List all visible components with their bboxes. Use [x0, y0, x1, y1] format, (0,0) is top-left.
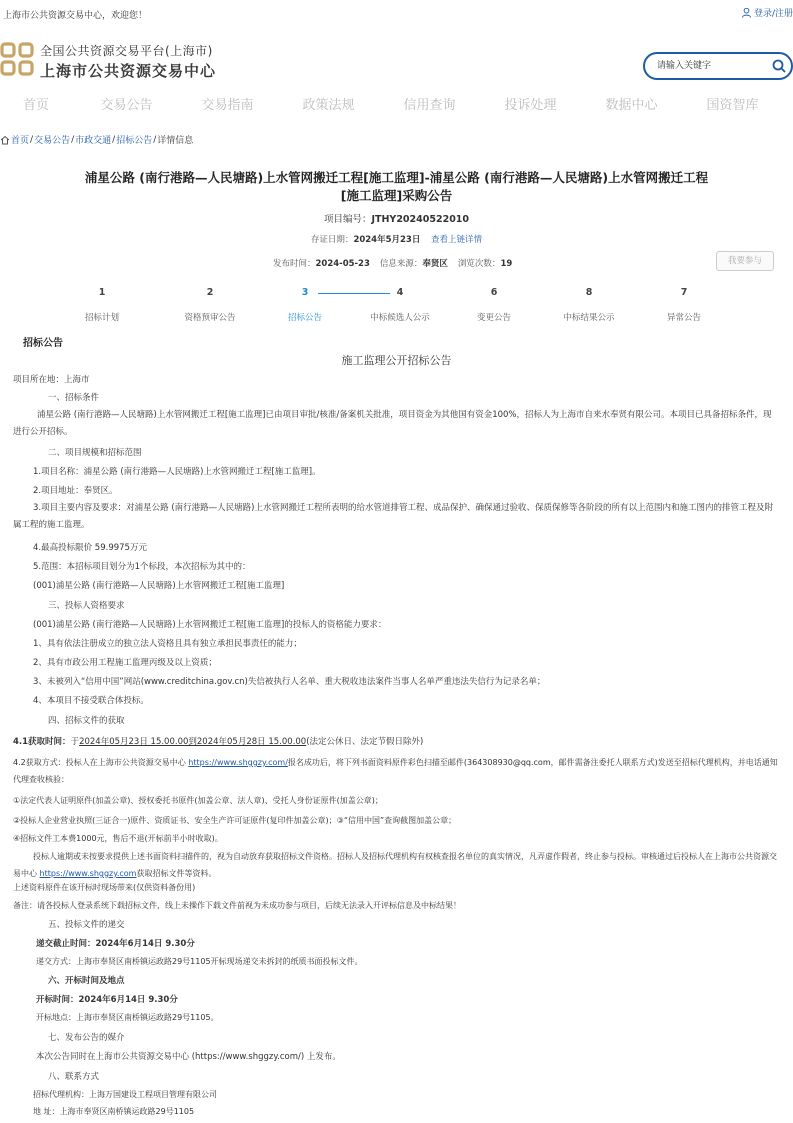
logo-icon[interactable]	[0, 42, 34, 76]
opening-location: 开标地点：上海市奉贤区南桥镇运政路29号1105。	[36, 1013, 219, 1022]
center-name: 上海市公共资源交易中心	[40, 62, 217, 80]
obtain-doc-1: ①法定代表人证明原件(加盖公章)、授权委托书原件(加盖公章、法人章)、受托人身份证原件(加盖公章)；	[13, 796, 383, 805]
qualification-intro: (001)浦星公路 (南行港路—人民塘路)上水管网搬迁工程[施工监理]的投标人的资格能力要求：	[33, 620, 387, 630]
nav-data[interactable]: 数据中心	[605, 98, 658, 113]
obtain-note: 投标人逾期或未按要求提供上述书面资料扫描件的，视为自动放弃获取招标文件资格。招标人及招标代理机构有权核查报名单位的真实情况，凡弄虚作假者，终止参与投标。审核通过后投标人在上海市公共资源交易中心 https://www.shggzy.com获取招标文件等资料。	[13, 852, 777, 878]
chain-detail-link[interactable]: 查看上链详情	[431, 235, 483, 245]
step-number: 4	[396, 287, 404, 298]
breadcrumb-category[interactable]: 市政交通	[75, 136, 112, 146]
obtain-doc-3: ④招标文件工本费1000元，售后不退(开标前半小时收取)。	[13, 834, 223, 843]
obtain-time-range: 2024年05月23日 15.00.00到2024年05月28日 15.00.00	[79, 737, 307, 747]
heading-media: 七、发布公告的媒介	[48, 1033, 125, 1043]
obtain-method: 4.2获取方式：投标人在上海市公共资源交易中心 https://www.shggzy.com/报名成功后，将下列书面资料原件彩色扫描至邮件(364308930@qq.com，邮件需备注委托人联系方式)发送至招标代理机构，并电话通知代理查收核验：	[13, 758, 778, 784]
notice-title	[40, 169, 753, 205]
nav-notices[interactable]: 交易公告	[100, 98, 153, 113]
top-bar	[0, 0, 793, 28]
submission-method: 递交方式：上海市奉贤区南桥镇运政路29号1105开标现场递交未拆封的纸质书面投标文件。	[36, 957, 363, 966]
step-number: 6	[490, 287, 498, 298]
step-number: 2	[206, 287, 214, 298]
obtain-time: 4.1获取时间：于2024年05月23日 15.00.00到2024年05月28日 15.00.00(法定公休日、法定节假日除外)	[13, 737, 424, 747]
shggzy-link[interactable]: https://www.shggzy.com/	[188, 758, 288, 767]
evidence-date: 2024年5月23日	[353, 235, 421, 245]
step-change[interactable]: 变更公告	[476, 313, 511, 323]
user-icon	[741, 7, 752, 18]
heading-qualifications: 三、投标人资格要求	[48, 601, 125, 611]
join-button[interactable]: 我要参与	[716, 251, 774, 271]
nav-home[interactable]: 首页	[23, 98, 50, 113]
notice-meta	[273, 257, 512, 269]
nav-complaint[interactable]: 投诉处理	[504, 98, 557, 113]
submission-deadline-value: 2024年6月14日 9.30分	[95, 939, 195, 949]
evidence-label: 存证日期：	[310, 235, 354, 245]
opening-time-value: 2024年6月14日 9.30分	[78, 995, 178, 1005]
scope-item-range: 5.范围：本招标项目划分为1个标段，本次招标为其中的：	[33, 562, 251, 572]
search-input[interactable]	[657, 59, 767, 73]
scope-item-lot: (001)浦星公路 (南行港路—人民塘路)上水管网搬迁工程[施工监理]	[33, 581, 285, 591]
login-link[interactable]	[741, 6, 793, 19]
evidence-row	[0, 233, 793, 245]
obtain-time-label: 4.1获取时间：	[13, 737, 71, 747]
views-count: 19	[500, 259, 513, 269]
process-steps	[0, 287, 793, 327]
breadcrumb-type[interactable]: 招标公告	[116, 136, 153, 146]
contact-address: 地 址：上海市奉贤区南桥镇运政路29号1105	[33, 1107, 195, 1116]
scope-item-price: 4.最高投标限价 59.9975万元	[33, 543, 147, 553]
obtain-doc-2: ②投标人企业营业执照(三证合一)原件、资质证书、安全生产许可证原件(复印件加盖公章)；③“信用中国”查询截图加盖公章；	[13, 816, 457, 825]
source-value: 奉贤区	[422, 259, 448, 269]
breadcrumb-home[interactable]: 首页	[11, 136, 30, 146]
step-number: 8	[585, 287, 593, 298]
scope-item-address: 2.项目地址：奉贤区。	[33, 486, 118, 496]
media-text: 本次公告同时在上海市公共资源交易中心 (https://www.shggzy.com/) 上发布。	[36, 1052, 341, 1062]
qualification-1: 1、具有依法注册成立的独立法人资格且具有独立承担民事责任的能力；	[33, 639, 302, 649]
step-planning[interactable]: 招标计划	[84, 313, 119, 323]
search-icon[interactable]	[771, 58, 787, 74]
step-prequalification[interactable]: 资格预审公告	[184, 313, 236, 323]
project-no-value: JTHY20240522010	[371, 214, 470, 225]
main-nav	[0, 92, 793, 120]
nav-think-tank[interactable]: 国资智库	[706, 98, 759, 113]
publish-label: 发布时间：	[273, 259, 316, 269]
publish-time: 2024-05-23	[315, 259, 370, 269]
step-result[interactable]: 中标结果公示	[563, 313, 615, 323]
conditions-text: 浦星公路 (南行港路—人民塘路)上水管网搬迁工程[施工监理]已由项目审批/核准/备案机关批准，项目资金为其他国有资金100%，招标人为上海市自来水奉贤有限公司。本项目已具备招标条件，现进行公开招标。	[13, 410, 772, 437]
breadcrumb-current: 详情信息	[157, 136, 194, 146]
project-no-label: 项目编号：	[323, 214, 372, 225]
heading-conditions: 一、招标条件	[48, 393, 100, 403]
notice-title-line2: [施工监理]采购公告	[340, 188, 453, 203]
breadcrumb: 首页 / 交易公告 / 市政交通 / 招标公告 / 详情信息	[0, 133, 193, 146]
qualification-2: 2、具有市政公用工程施工监理丙级及以上资质；	[33, 658, 217, 668]
heading-contact: 八、联系方式	[48, 1072, 100, 1082]
qualification-4: 4、本项目不接受联合体投标。	[33, 696, 149, 706]
welcome-text: 上海市公共资源交易中心，欢迎您！	[3, 11, 148, 21]
nav-credit[interactable]: 信用查询	[403, 98, 456, 113]
step-candidates[interactable]: 中标候选人公示	[370, 313, 430, 323]
submission-deadline: 递交截止时间：2024年6月14日 9.30分	[36, 939, 195, 949]
breadcrumb-notices[interactable]: 交易公告	[34, 136, 71, 146]
notice-title-line1: 浦星公路 (南行港路—人民塘路)上水管网搬迁工程[施工监理]-浦星公路 (南行港路—人民塘路)上水管网搬迁工程	[84, 170, 709, 185]
home-icon	[0, 135, 10, 145]
step-number: 7	[680, 287, 688, 298]
heading-obtain: 四、招标文件的获取	[48, 716, 125, 726]
scope-item-content: 3.项目主要内容及要求：对浦星公路 (南行港路—人民塘路)上水管网搬迁工程所表明的给水管道排管工程、成品保护、确保通过验收、保质保修等各阶段的所有以上范围内和施工图内的排管工程及附属工程的施工监理。	[13, 503, 773, 530]
obtain-bring: 上述资料原件在该开标时现场带来(仅供资料备份用)	[13, 883, 196, 892]
nav-policy[interactable]: 政策法规	[302, 98, 355, 113]
heading-submission: 五、投标文件的递交	[48, 920, 125, 930]
project-location: 项目所在地：上海市	[13, 375, 90, 385]
source-label: 信息来源：	[379, 259, 423, 269]
step-abnormal[interactable]: 异常公告	[666, 313, 701, 323]
step-number: 3	[301, 287, 309, 298]
site-header	[0, 36, 793, 86]
step-tender-notice[interactable]: 招标公告	[287, 313, 322, 323]
heading-opening: 六、开标时间及地点	[48, 976, 125, 986]
views-label: 浏览次数：	[457, 259, 501, 269]
obtain-remark: 备注：请各投标人登录系统下载招标文件，线上未操作下载文件前视为未成功参与项目，后续无法录入开评标信息及中标结果！	[13, 901, 461, 910]
platform-name: 全国公共资源交易平台(上海市)	[40, 44, 213, 58]
document-title: 施工监理公开招标公告	[341, 354, 452, 367]
contact-agency: 招标代理机构：上海万国建设工程项目管理有限公司	[33, 1090, 217, 1099]
heading-scope: 二、项目规模和招标范围	[48, 448, 142, 458]
qualification-3: 3、未被列入“信用中国”网站(www.creditchina.gov.cn)失信被执行人名单、重大税收违法案件当事人名单严重违法失信行为记录名单；	[33, 677, 546, 687]
search-box	[643, 52, 793, 80]
section-heading: 招标公告	[23, 338, 63, 349]
project-number	[0, 211, 793, 225]
nav-guide[interactable]: 交易指南	[201, 98, 254, 113]
step-number: 1	[98, 287, 106, 298]
scope-item-name: 1.项目名称：浦星公路 (南行港路—人民塘路)上水管网搬迁工程[施工监理]。	[33, 467, 321, 477]
shggzy-link-2[interactable]: https://www.shggzy.com	[39, 869, 137, 878]
opening-time: 开标时间：2024年6月14日 9.30分	[36, 995, 178, 1005]
login-label[interactable]: 登录/注册	[753, 9, 793, 19]
